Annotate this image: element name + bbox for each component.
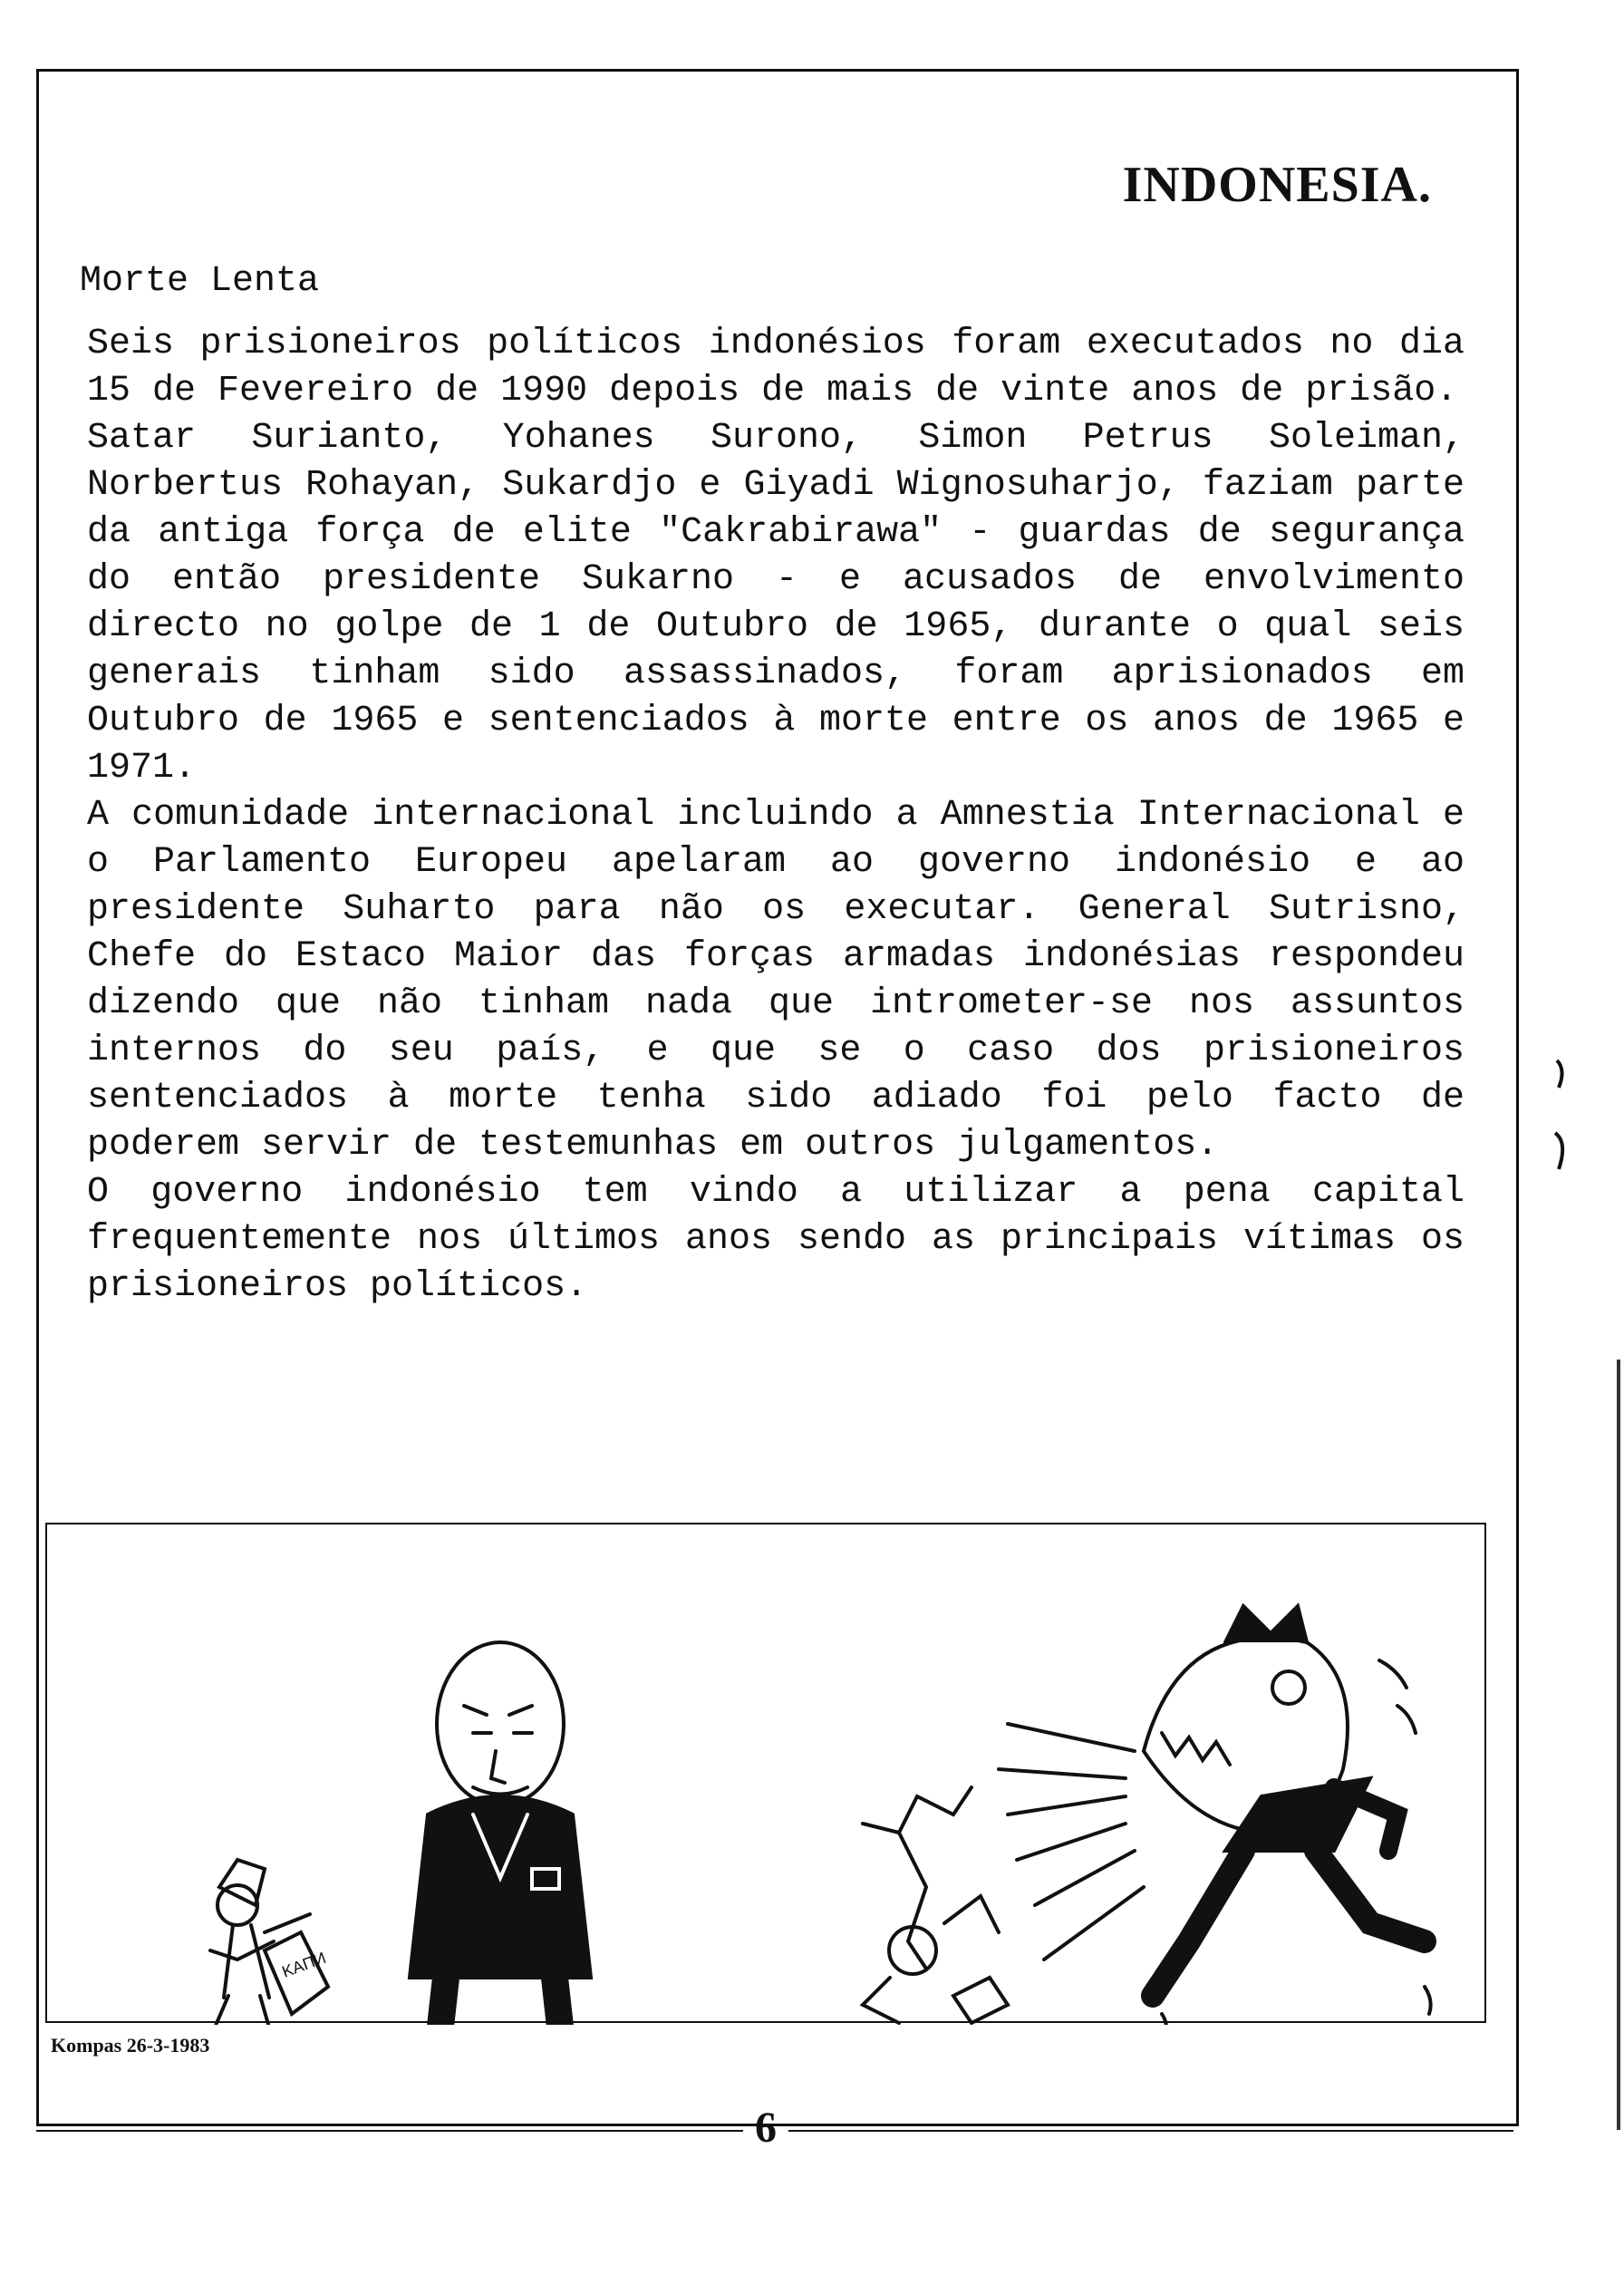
footer-rule-right (788, 2130, 1513, 2132)
falling-figure-drawing (863, 1787, 1008, 2023)
margin-mark (1546, 1051, 1573, 1178)
footer-rule-left (36, 2130, 743, 2132)
article-title: Morte Lenta (80, 261, 320, 302)
shout-lines-drawing (999, 1724, 1144, 1960)
paper-label: KAПИ (279, 1948, 329, 1981)
cartoon-credit: Kompas 26-3-1983 (51, 2034, 210, 2057)
paragraph: A comunidade internacional incluindo a Amnestia Internacional e o Parlamento Europeu apelaram ao governo indonésio e ao presidente Suharto para não os executar. General Sutrisno, Chefe do Estaco Maior das forças armadas indonésias respondeu dizendo que não tinham nada que intrometer-se nos assuntos internos do seu país, e que se o caso dos prisioneiros sentenciados à morte tenha sido adiado foi pelo facto de poderem servir de testemunhas em outros julgamentos. (87, 795, 1464, 1166)
paragraph: Seis prisioneiros políticos indonésios foram executados no dia 15 de Fevereiro de 1990 depois de mais de vinte anos de prisão. (87, 324, 1464, 411)
article-body (87, 321, 1464, 1311)
cartoon-panel (45, 1523, 1486, 2023)
scan-edge (1617, 1360, 1620, 2130)
section-title: INDONESIA. (1122, 157, 1432, 213)
bald-man-drawing (410, 1642, 600, 2025)
cartoon-illustration (47, 1524, 1488, 2025)
monster-figure-drawing (1144, 1606, 1431, 2025)
page-number: 6 (755, 2104, 777, 2152)
small-figure-drawing (192, 1860, 328, 2025)
paragraph: O governo indonésio tem vindo a utilizar a pena capital frequentemente nos últimos anos sendo as principais vítimas os prisioneiros políticos. (87, 1172, 1464, 1307)
paragraph: Satar Surianto, Yohanes Surono, Simon Petrus Soleiman, Norbertus Rohayan, Sukardjo e Giyadi Wignosuharjo, faziam parte da antiga força de elite "Cakrabirawa" - guardas de segurança do então presidente Sukarno - e acusados de envolvimento directo no golpe de 1 de Outubro de 1965, durante o qual seis generais tinham sido assassinados, foram aprisionados em Outubro de 1965 e sentenciados à morte entre os anos de 1965 e 1971. (87, 418, 1464, 789)
